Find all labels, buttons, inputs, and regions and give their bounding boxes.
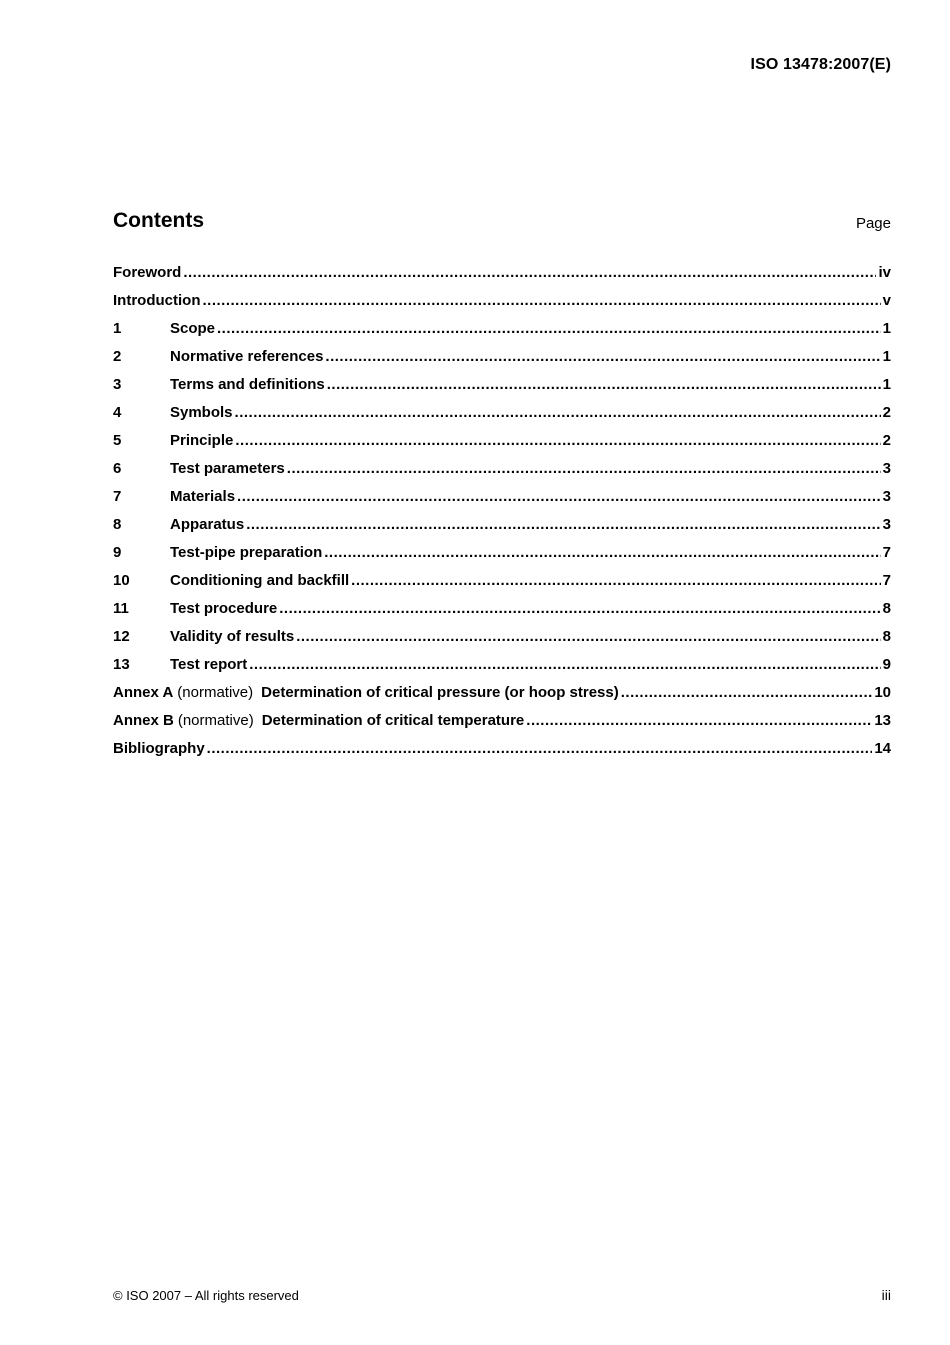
toc-entry-page: 14 bbox=[874, 740, 891, 757]
toc-leader-dots bbox=[324, 544, 880, 561]
toc-entry-title: Bibliography bbox=[113, 740, 205, 757]
toc-leader-dots bbox=[526, 712, 872, 729]
toc-entry-title: Determination of critical pressure (or hoop stress) bbox=[261, 684, 619, 701]
toc-entry[interactable] bbox=[113, 656, 891, 684]
toc-entry-normative: (normative) bbox=[177, 684, 254, 701]
toc-entry[interactable] bbox=[113, 684, 891, 712]
toc-entry-page: 3 bbox=[882, 516, 891, 533]
toc-entry-page: 13 bbox=[874, 712, 891, 729]
toc-entry-title: Validity of results bbox=[170, 628, 295, 645]
toc-entry-page: 2 bbox=[882, 432, 891, 449]
toc-entry-number: 10 bbox=[113, 572, 130, 589]
toc-entry-number: 13 bbox=[113, 656, 130, 673]
toc-entry-page: 8 bbox=[882, 628, 891, 645]
toc-entry-number: 8 bbox=[113, 516, 122, 533]
toc-leader-dots bbox=[279, 600, 880, 617]
toc-leader-dots bbox=[183, 264, 876, 281]
toc-leader-dots bbox=[296, 628, 880, 645]
toc-leader-dots bbox=[235, 432, 880, 449]
toc-entry-title: Test-pipe preparation bbox=[170, 544, 323, 561]
toc-entry[interactable] bbox=[113, 376, 891, 404]
toc-entry-number: 2 bbox=[113, 348, 122, 365]
toc-entry-number: 11 bbox=[113, 600, 129, 617]
toc-entry-page: 7 bbox=[882, 572, 891, 589]
toc-entry-page: 1 bbox=[882, 320, 891, 337]
toc-leader-dots bbox=[207, 740, 873, 757]
toc-leader-dots bbox=[217, 320, 881, 337]
toc-entry[interactable] bbox=[113, 516, 891, 544]
toc-entry-title: Apparatus bbox=[170, 516, 245, 533]
toc-entry-title: Test parameters bbox=[170, 460, 285, 477]
toc-entry-title: Test procedure bbox=[170, 600, 278, 617]
toc-entry-number: 4 bbox=[113, 404, 122, 421]
toc-entry-title: Symbols bbox=[170, 404, 233, 421]
toc-entry-title: Foreword bbox=[113, 264, 182, 281]
toc-entry[interactable] bbox=[113, 544, 891, 572]
toc-entry-title: Normative references bbox=[170, 348, 324, 365]
toc-entry-page: 1 bbox=[882, 376, 891, 393]
contents-heading: Contents bbox=[113, 209, 204, 232]
toc-entry[interactable] bbox=[113, 292, 891, 320]
toc-entry-page: 3 bbox=[882, 460, 891, 477]
toc-leader-dots bbox=[235, 404, 881, 421]
toc-entry[interactable] bbox=[113, 264, 891, 292]
toc-leader-dots bbox=[621, 684, 873, 701]
toc-entry-page: 10 bbox=[874, 684, 891, 701]
toc-entry[interactable] bbox=[113, 488, 891, 516]
toc-entry-page: 7 bbox=[882, 544, 891, 561]
toc-entry[interactable] bbox=[113, 460, 891, 488]
toc-leader-dots bbox=[287, 460, 881, 477]
toc-leader-dots bbox=[351, 572, 880, 589]
toc-entry-page: v bbox=[882, 292, 891, 309]
toc-entry-title: Introduction bbox=[113, 292, 201, 309]
toc-entry[interactable] bbox=[113, 404, 891, 432]
toc-entry[interactable] bbox=[113, 600, 891, 628]
toc-entry-number: 6 bbox=[113, 460, 122, 477]
toc-entry[interactable] bbox=[113, 740, 891, 768]
toc-entry[interactable] bbox=[113, 572, 891, 600]
toc-entry-annex: Annex A bbox=[113, 684, 174, 701]
toc-entry-page: 2 bbox=[882, 404, 891, 421]
toc-entry-number: 12 bbox=[113, 628, 130, 645]
toc-leader-dots bbox=[249, 656, 880, 673]
toc-entry-page: 3 bbox=[882, 488, 891, 505]
toc-entry[interactable] bbox=[113, 628, 891, 656]
toc-entry[interactable] bbox=[113, 348, 891, 376]
copyright-notice: © ISO 2007 – All rights reserved bbox=[113, 1288, 299, 1303]
page-column-label: Page bbox=[855, 215, 891, 232]
toc-entry-title: Principle bbox=[170, 432, 234, 449]
toc-leader-dots bbox=[202, 292, 880, 309]
toc-entry-title: Materials bbox=[170, 488, 236, 505]
toc-leader-dots bbox=[327, 376, 881, 393]
toc-entry-number: 3 bbox=[113, 376, 122, 393]
document-id: ISO 13478:2007(E) bbox=[750, 56, 891, 73]
toc-entry-title: Conditioning and backfill bbox=[170, 572, 350, 589]
toc-entry-page: 8 bbox=[882, 600, 891, 617]
toc-entry-title: Scope bbox=[170, 320, 216, 337]
toc-entry-annex: Annex B bbox=[113, 712, 174, 729]
table-of-contents bbox=[113, 264, 891, 768]
toc-leader-dots bbox=[246, 516, 880, 533]
toc-entry-title: Terms and definitions bbox=[170, 376, 325, 393]
toc-entry-number: 1 bbox=[113, 320, 122, 337]
toc-entry-number: 7 bbox=[113, 488, 122, 505]
toc-entry-page: 9 bbox=[882, 656, 891, 673]
toc-entry-title: Determination of critical temperature bbox=[261, 712, 525, 729]
toc-entry-number: 5 bbox=[113, 432, 122, 449]
toc-entry-normative: (normative) bbox=[177, 712, 254, 729]
toc-entry-title: Test report bbox=[170, 656, 248, 673]
toc-entry[interactable] bbox=[113, 320, 891, 348]
toc-entry-page: 1 bbox=[882, 348, 891, 365]
toc-leader-dots bbox=[237, 488, 881, 505]
toc-entry[interactable] bbox=[113, 712, 891, 740]
toc-entry-page: iv bbox=[878, 264, 891, 281]
toc-entry[interactable] bbox=[113, 432, 891, 460]
page-number: iii bbox=[881, 1287, 891, 1303]
toc-leader-dots bbox=[325, 348, 880, 365]
toc-entry-number: 9 bbox=[113, 544, 122, 561]
